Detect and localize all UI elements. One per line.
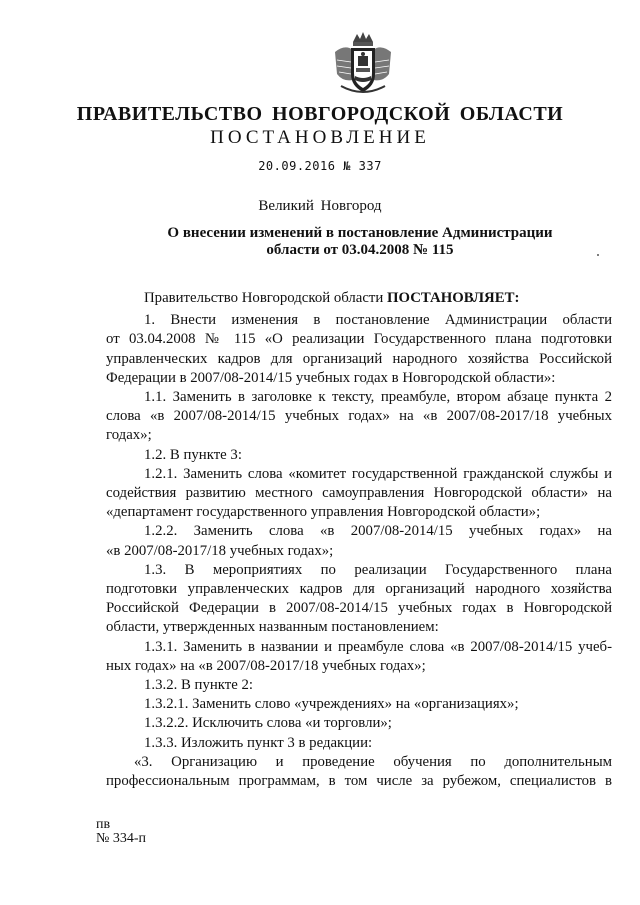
body-line: ных годах» на «в 2007/08-2017/18 учебных годах»; xyxy=(106,657,426,674)
body-line: слова «в 2007/08-2014/15 учебных годах» на «в 2007/08-2017/18 учебных xyxy=(106,408,612,425)
body-line: 1.3. В мероприятиях по реализации Государственного плана xyxy=(144,561,612,578)
document-body xyxy=(106,289,612,791)
body-line: управленческих кадров для организаций народного хозяйства Российской xyxy=(106,350,612,367)
body-line: «3. Организацию и проведение обучения по дополнительным xyxy=(134,753,612,770)
body-line: от 03.04.2008 № 115 «О реализации Государственного плана подготовки xyxy=(106,331,612,348)
scan-speck xyxy=(597,254,599,256)
coat-of-arms-icon xyxy=(331,30,395,100)
body-line: Федерации в 2007/08-2014/15 учебных годах в Новгородской области»: xyxy=(106,369,556,386)
body-line: «в 2007/08-2017/18 учебных годах»; xyxy=(106,542,334,559)
footer-initials: пв xyxy=(96,817,111,832)
body-line: «департамент государственного управления Новгородской области»; xyxy=(106,504,541,521)
body-line: профессиональным программам, в том числе за рубежом, специалистов в xyxy=(106,773,612,790)
city-name: Великий Новгород xyxy=(258,198,382,214)
body-line: 1.3.3. Изложить пункт 3 в редакции: xyxy=(144,734,373,751)
body-line: 1.2.1. Заменить слова «комитет государственной гражданской службы и xyxy=(144,465,612,482)
subject-line-2: области от 03.04.2008 № 115 xyxy=(266,242,454,258)
document-subject xyxy=(155,225,565,259)
body-line: 1.3.2.2. Исключить слова «и торговли»; xyxy=(144,715,392,732)
preamble xyxy=(106,289,612,308)
body-line: 1.2.2. Заменить слова «в 2007/08-2014/15 учебных годах» на xyxy=(144,523,612,540)
body-line: содействия развитию местного самоуправления Новгородской области» на xyxy=(106,485,612,502)
preamble-text: Правительство Новгородской области xyxy=(144,290,384,306)
document-footer xyxy=(96,818,146,846)
body-line: 1.3.2.1. Заменить слово «учреждениях» на «организациях»; xyxy=(144,696,519,713)
body-line: 1. Внести изменения в постановление Администрации области xyxy=(144,312,612,329)
subject-line-1: О внесении изменений в постановление Администрации xyxy=(167,225,553,241)
body-line: годах»; xyxy=(106,427,152,444)
document-date-number: 20.09.2016 № 337 xyxy=(258,159,382,173)
body-line: 1.1. Заменить в заголовке к тексту, преамбуле, втором абзаце пункта 2 xyxy=(144,389,612,406)
body-line: области, утвержденных названным постановлением: xyxy=(106,619,439,636)
footer-ref-number: № 334-п xyxy=(96,831,147,846)
body-line: 1.2. В пункте 3: xyxy=(144,446,242,463)
preamble-decree-word: ПОСТАНОВЛЯЕТ: xyxy=(387,290,520,306)
body-line: 1.3.2. В пункте 2: xyxy=(144,677,254,694)
document-type: ПОСТАНОВЛЕНИЕ xyxy=(210,127,430,148)
body-line: 1.3.1. Заменить в названии и преамбуле слова «в 2007/08-2014/15 учеб- xyxy=(144,638,612,655)
body-line: Российской Федерации в 2007/08-2014/15 учебных годах в Новгородской xyxy=(106,600,612,617)
body-line: подготовки управленческих кадров для организаций народного хозяйства xyxy=(106,581,612,598)
government-title: ПРАВИТЕЛЬСТВО НОВГОРОДСКОЙ ОБЛАСТИ xyxy=(76,103,564,125)
